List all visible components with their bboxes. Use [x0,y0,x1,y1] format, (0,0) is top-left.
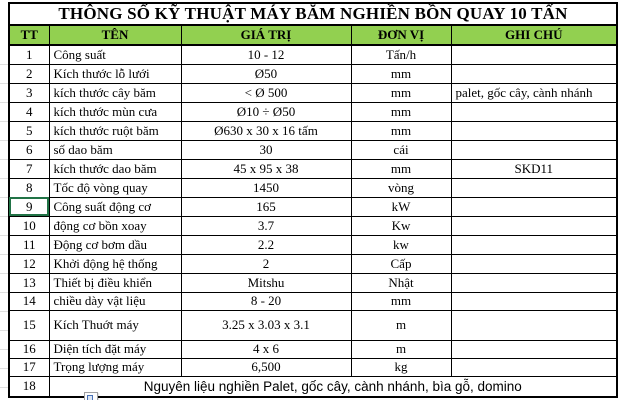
table-row [9,216,617,235]
cell-ten[interactable]: Trọng lượng máy [49,358,181,376]
cell-ghi-chu[interactable] [451,197,617,216]
footer-row [9,376,617,397]
table-row [9,235,617,254]
table-row [9,292,617,310]
header-ghi-chu[interactable]: GHI CHÚ [451,25,617,45]
cell-gia-tri[interactable]: 2 [181,254,351,273]
cell-gia-tri[interactable]: 30 [181,140,351,159]
cell-ghi-chu[interactable] [451,254,617,273]
spec-table [8,2,618,398]
table-row [9,45,617,64]
cell-don-vi[interactable]: Nhật [351,273,451,292]
cell-don-vi[interactable]: Kw [351,216,451,235]
cell-don-vi[interactable]: cái [351,140,451,159]
cell-tt[interactable]: 15 [9,310,49,340]
cell-tt[interactable]: 11 [9,235,49,254]
footer-merged-cell[interactable]: Nguyên liệu nghiền Palet, gốc cây, cành nhánh, bìa gỗ, domino [49,376,617,397]
cell-ghi-chu[interactable] [451,340,617,358]
cell-ghi-chu[interactable] [451,178,617,197]
header-tt[interactable]: TT [9,25,49,45]
table-title[interactable]: THÔNG SỐ KỸ THUẬT MÁY BĂM NGHIỀN BỒN QUAY 10 TẤN [9,3,617,25]
cell-ghi-chu[interactable] [451,235,617,254]
header-row [9,25,617,45]
header-don-vi[interactable]: ĐƠN VỊ [351,25,451,45]
table-row [9,64,617,83]
table-row [9,159,617,178]
cell-don-vi[interactable]: kW [351,197,451,216]
table-row [9,340,617,358]
table-row [9,102,617,121]
cell-gia-tri[interactable]: 45 x 95 x 38 [181,159,351,178]
cell-ghi-chu[interactable] [451,102,617,121]
cell-ten[interactable]: kích thước cây băm [49,83,181,102]
cell-ten[interactable]: Tốc độ vòng quay [49,178,181,197]
cell-ten[interactable]: Kích Thuớt máy [49,310,181,340]
cell-don-vi[interactable]: vòng [351,178,451,197]
autofill-chip-icon [87,395,93,400]
cell-tt[interactable]: 17 [9,358,49,376]
header-ten[interactable]: TÊN [49,25,181,45]
cell-ghi-chu[interactable]: SKD11 [451,159,617,178]
cell-don-vi[interactable]: kw [351,235,451,254]
cell-tt[interactable]: 2 [9,64,49,83]
cell-ten[interactable]: số dao băm [49,140,181,159]
cell-tt[interactable]: 12 [9,254,49,273]
cell-ghi-chu[interactable] [451,64,617,83]
cell-gia-tri[interactable]: 4 x 6 [181,340,351,358]
cell-ten[interactable]: kích thước mùn cưa [49,102,181,121]
cell-don-vi[interactable]: m [351,310,451,340]
cell-gia-tri[interactable]: 3.25 x 3.03 x 3.1 [181,310,351,340]
cell-tt[interactable]: 13 [9,273,49,292]
cell-tt[interactable]: 10 [9,216,49,235]
cell-ghi-chu[interactable]: palet, gốc cây, cành nhánh [451,83,617,102]
cell-tt[interactable]: 8 [9,178,49,197]
table-row [9,178,617,197]
autofill-options-icon[interactable] [84,392,98,400]
cell-ten[interactable]: Thiết bị điều khiển [49,273,181,292]
table-row [9,358,617,376]
cell-gia-tri[interactable]: 2.2 [181,235,351,254]
cell-ghi-chu[interactable] [451,292,617,310]
cell-gia-tri[interactable]: 3.7 [181,216,351,235]
cell-don-vi[interactable]: Cấp [351,254,451,273]
cell-ten[interactable]: kích thước dao băm [49,159,181,178]
cell-gia-tri[interactable]: Ø630 x 30 x 16 tấm [181,121,351,140]
cell-tt[interactable]: 16 [9,340,49,358]
cell-gia-tri[interactable]: 6,500 [181,358,351,376]
cell-ghi-chu[interactable] [451,45,617,64]
cell-tt[interactable]: 9 [9,197,49,216]
cell-don-vi[interactable]: mm [351,159,451,178]
cell-tt[interactable]: 5 [9,121,49,140]
cell-gia-tri[interactable]: 8 - 20 [181,292,351,310]
cell-ghi-chu[interactable] [451,216,617,235]
cell-gia-tri[interactable]: 1450 [181,178,351,197]
cell-ghi-chu[interactable] [451,121,617,140]
cell-don-vi[interactable]: mm [351,102,451,121]
cell-ghi-chu[interactable] [451,273,617,292]
cell-tt[interactable]: 14 [9,292,49,310]
cell-don-vi[interactable]: mm [351,292,451,310]
cell-tt[interactable]: 1 [9,45,49,64]
cell-don-vi[interactable]: kg [351,358,451,376]
cell-gia-tri[interactable]: Ø50 [181,64,351,83]
cell-ten[interactable]: Khởi động hệ thống [49,254,181,273]
table-row [9,254,617,273]
cell-gia-tri[interactable]: 10 - 12 [181,45,351,64]
cell-don-vi[interactable]: Tấn/h [351,45,451,64]
margin-gridlines [0,46,8,395]
table-row [9,140,617,159]
table-row [9,121,617,140]
table-row [9,197,617,216]
table-row [9,83,617,102]
cell-ghi-chu[interactable] [451,140,617,159]
cell-tt[interactable]: 6 [9,140,49,159]
cell-ten[interactable]: kích thước ruột băm [49,121,181,140]
cell-don-vi[interactable]: mm [351,121,451,140]
cell-ten[interactable]: Động cơ bơm dầu [49,235,181,254]
cell-gia-tri[interactable]: < Ø 500 [181,83,351,102]
cell-ghi-chu[interactable] [451,358,617,376]
table-body [9,45,617,397]
cell-ghi-chu[interactable] [451,310,617,340]
cell-ten[interactable]: Diện tích đặt máy [49,340,181,358]
cell-tt[interactable]: 3 [9,83,49,102]
cell-tt[interactable]: 4 [9,102,49,121]
footer-tt-cell[interactable]: 18 [9,376,49,397]
table-row [9,310,617,340]
cell-don-vi[interactable]: mm [351,64,451,83]
table-row [9,273,617,292]
cell-gia-tri[interactable]: Ø10 ÷ Ø50 [181,102,351,121]
cell-gia-tri[interactable]: 165 [181,197,351,216]
cell-gia-tri[interactable]: Mitshu [181,273,351,292]
cell-ten[interactable]: Công suất động cơ [49,197,181,216]
cell-ten[interactable]: động cơ bồn xoay [49,216,181,235]
cell-don-vi[interactable]: m [351,340,451,358]
header-gia-tri[interactable]: GIÁ TRỊ [181,25,351,45]
cell-ten[interactable]: chiều dày vật liệu [49,292,181,310]
title-row [9,3,617,25]
cell-don-vi[interactable]: mm [351,83,451,102]
cell-ten[interactable]: Công suất [49,45,181,64]
cell-ten[interactable]: Kích thước lỗ lưới [49,64,181,83]
cell-tt[interactable]: 7 [9,159,49,178]
